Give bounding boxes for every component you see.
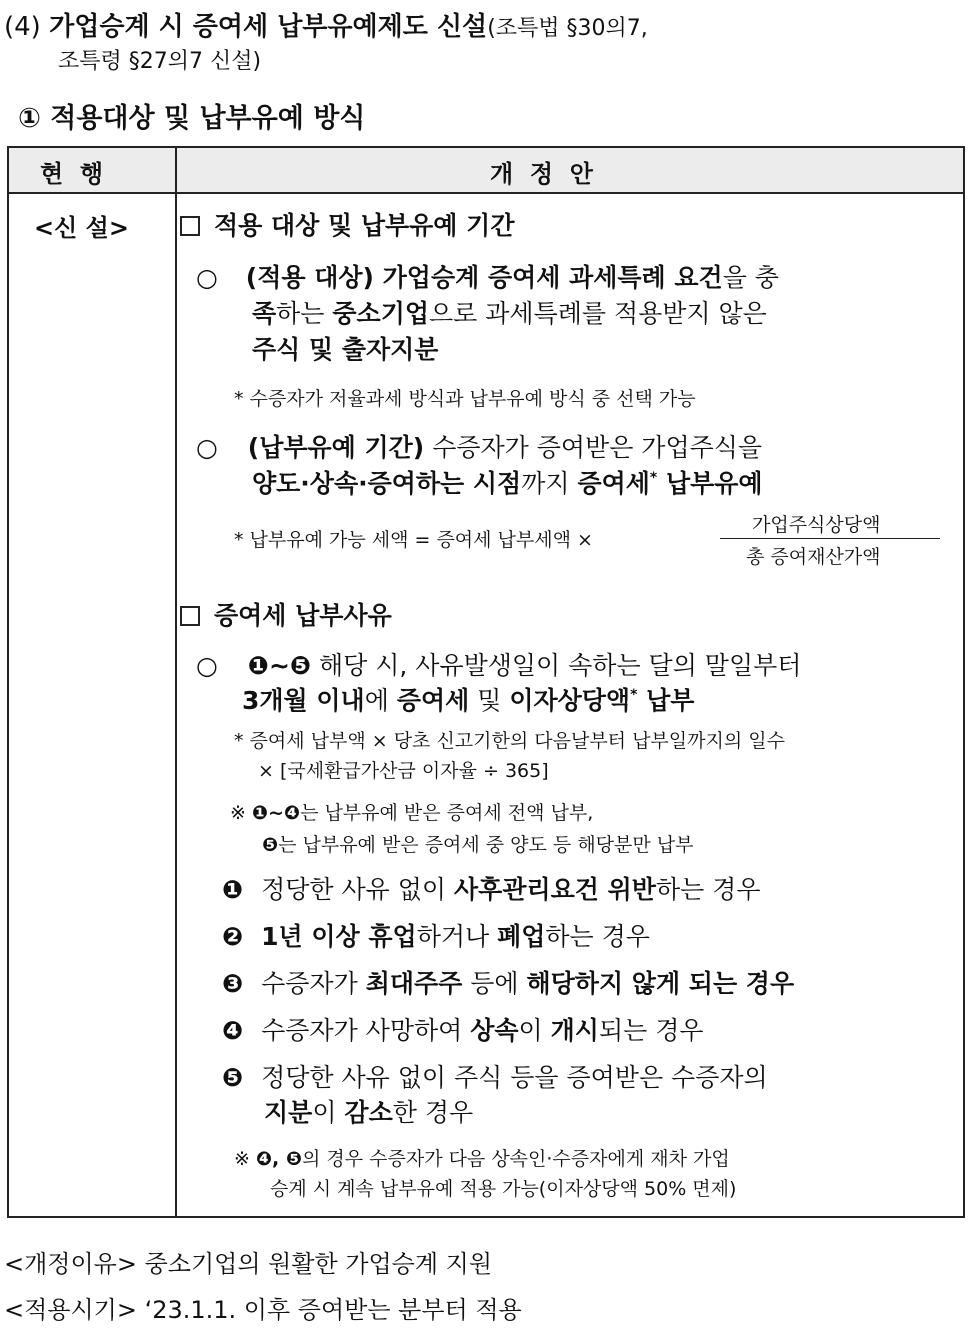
legal-reference-1: (조특법 §30의7,: [487, 16, 648, 41]
section1-item1-line3: 주식 및 출자지분: [252, 335, 439, 364]
revision-reason: <개정이유> 중소기업의 원활한 가업승계 지원: [4, 1250, 493, 1278]
section-title: 가업승계 시 증여세 납부유예제도 신설: [49, 12, 488, 42]
reason-number: ❸: [222, 969, 244, 998]
section1-formula-lhs: * 납부유예 가능 세액 = 증여세 납부세액 ×: [234, 529, 593, 551]
section2-note2-line1: ※ ❶~❹는 납부유예 받은 증여세 전액 납부,: [230, 802, 594, 824]
table-header-bg: [9, 148, 963, 192]
section1-note1: * 수증자가 저율과세 방식과 납부유예 방식 중 선택 가능: [234, 388, 696, 410]
bullet-circle-icon: ○: [196, 651, 218, 680]
formula-numerator: 가업주식상당액: [752, 514, 881, 536]
section2-note3-line1: ※ ❹, ❺의 경우 수증자가 다음 상속인·수증자에게 재차 가업: [234, 1148, 730, 1170]
section2-item1-line1: ○ ❶~❺ 해당 시, 사유발생일이 속하는 달의 말일부터: [196, 651, 802, 680]
reason-item: ❸ 수증자가 최대주주 등에 해당하지 않게 되는 경우: [222, 969, 795, 998]
reason-item: ❹ 수증자가 사망하여 상속이 개시되는 경우: [222, 1016, 704, 1045]
reason-number: ❷: [222, 922, 244, 951]
section2-title: 증여세 납부사유: [214, 601, 392, 630]
header-divider: [7, 192, 965, 194]
section-heading: [4, 6, 648, 43]
section2-note2-line2: ❺는 납부유예 받은 증여세 중 양도 등 해당분만 납부: [262, 834, 694, 856]
column-divider: [175, 146, 177, 1218]
checkbox-square-icon: [180, 606, 200, 626]
section-number: (4): [4, 12, 41, 42]
subheading: ① 적용대상 및 납부유예 방식: [18, 103, 366, 134]
section2-title-row: [180, 596, 392, 632]
section1-title-row: [180, 206, 514, 242]
section1-item1-line1: ○ (적용 대상) 가업승계 증여세 과세특례 요건을 충: [196, 263, 779, 292]
header-proposal: 개 정 안: [490, 160, 593, 188]
section1-item2-line2: 양도·상속·증여하는 시점까지 증여세* 납부유예: [252, 469, 763, 498]
bullet-circle-icon: ○: [196, 263, 218, 292]
section2-note1-line2: × [국세환급가산금 이자율 ÷ 365]: [258, 760, 549, 782]
effective-date: <적용시기> ‘23.1.1. 이후 증여받는 분부터 적용: [4, 1296, 522, 1324]
reason-item: ❺ 정당한 사유 없이 주식 등을 증여받은 수증자의: [222, 1063, 768, 1092]
reason-number: ❶: [222, 875, 244, 904]
section2-note1-line1: * 증여세 납부액 × 당초 신고기한의 다음날부터 납부일까지의 일수: [234, 730, 785, 752]
formula-denominator: 총 증여재산가액: [746, 546, 881, 568]
header-current: 현 행: [40, 160, 104, 188]
legal-reference-2: 조특령 §27의7 신설): [58, 49, 262, 74]
fraction-bar: [720, 538, 940, 539]
bullet-circle-icon: ○: [196, 433, 218, 462]
section2-item1-line2: 3개월 이내에 증여세 및 이자상당액* 납부: [242, 686, 695, 715]
section1-item2-line1: ○ (납부유예 기간) 수증자가 증여받은 가업주식을: [196, 433, 763, 462]
reason-number: ❹: [222, 1016, 244, 1045]
reason-item-continuation: 지분이 감소한 경우: [264, 1098, 474, 1127]
current-cell-text: <신 설>: [34, 214, 129, 242]
section1-title: 적용 대상 및 납부유예 기간: [214, 211, 515, 240]
section2-note3-line2: 승계 시 계속 납부유예 적용 가능(이자상당액 50% 면제): [270, 1178, 737, 1200]
checkbox-square-icon: [180, 216, 200, 236]
reason-number: ❺: [222, 1063, 244, 1092]
section1-item1-line2: 족하는 중소기업으로 과세특례를 적용받지 않은: [252, 299, 767, 328]
reason-item: ❷ 1년 이상 휴업하거나 폐업하는 경우: [222, 922, 650, 951]
reason-item: ❶ 정당한 사유 없이 사후관리요건 위반하는 경우: [222, 875, 761, 904]
